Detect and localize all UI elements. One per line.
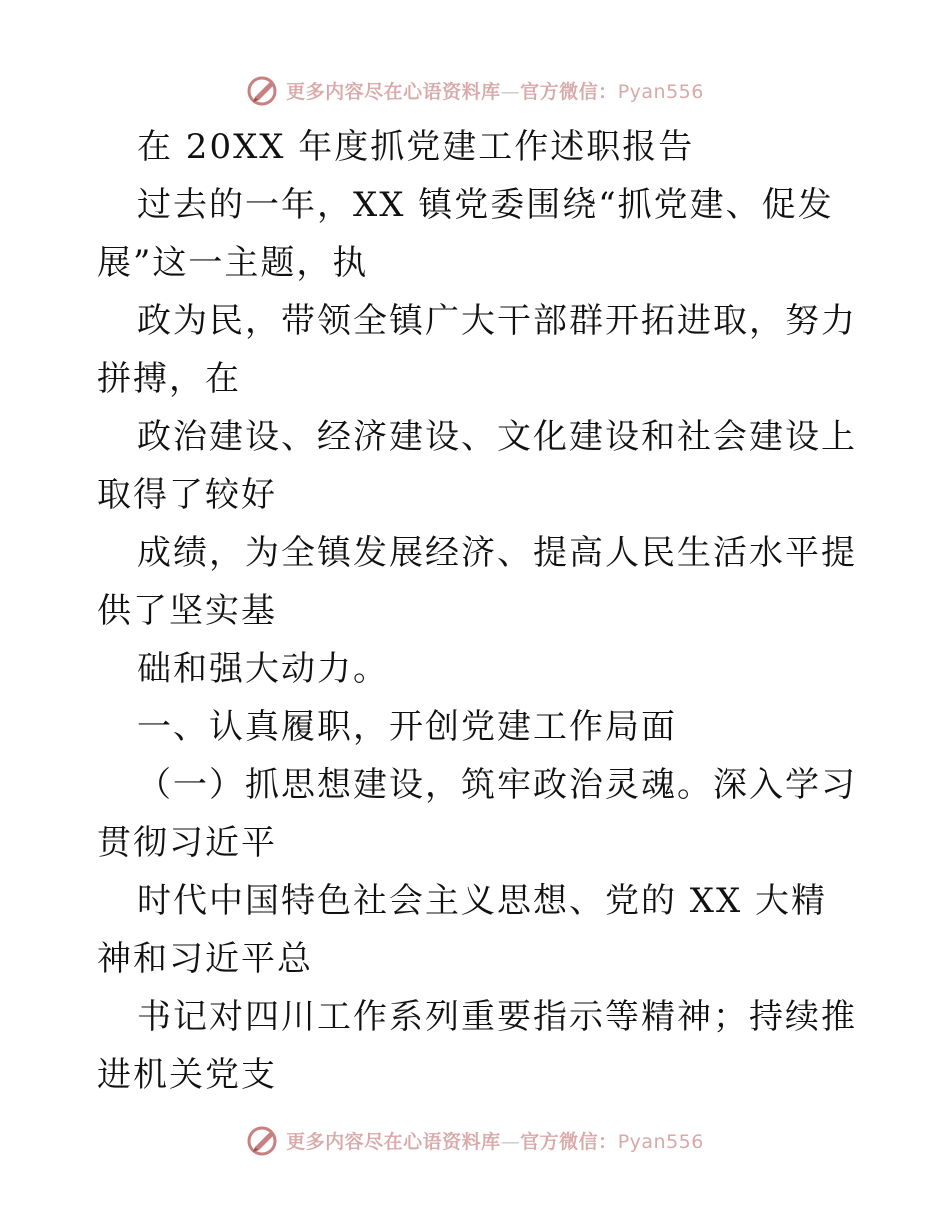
paragraph-line: 政治建设、经济建设、文化建设和社会建设上取得了较好 [97,417,857,515]
paragraph-line: 书记对四川工作系列重要指示等精神；持续推进机关党支 [97,997,857,1095]
paragraph-line: 成绩，为全镇发展经济、提高人民生活水平提供了坚实基 [97,533,857,631]
paragraph-line: （一）抓思想建设，筑牢政治灵魂。深入学习贯彻习近平 [97,765,857,863]
watermark-text: 更多内容尽在心语资料库—官方微信：Pyan556 [286,80,704,103]
pen-logo-icon [246,73,280,107]
document-body [97,118,857,1104]
paragraph-line: 础和强大动力。 [137,649,389,689]
section-heading: 一、认真履职，开创党建工作局面 [137,707,677,747]
footer-watermark [0,1120,950,1160]
paragraph-line: 政为民，带领全镇广大干部群开拓进取，努力拼搏，在 [97,301,857,399]
header-watermark [0,70,950,110]
paragraph-line: 时代中国特色社会主义思想、党的 XX 大精神和习近平总 [97,881,828,979]
watermark-text: 更多内容尽在心语资料库—官方微信：Pyan556 [286,1130,704,1153]
document-title: 在 20XX 年度抓党建工作述职报告 [137,127,695,167]
pen-logo-icon [246,1123,280,1157]
paragraph-line: 过去的一年，XX 镇党委围绕“抓党建、促发展”这一主题，执 [97,185,834,283]
